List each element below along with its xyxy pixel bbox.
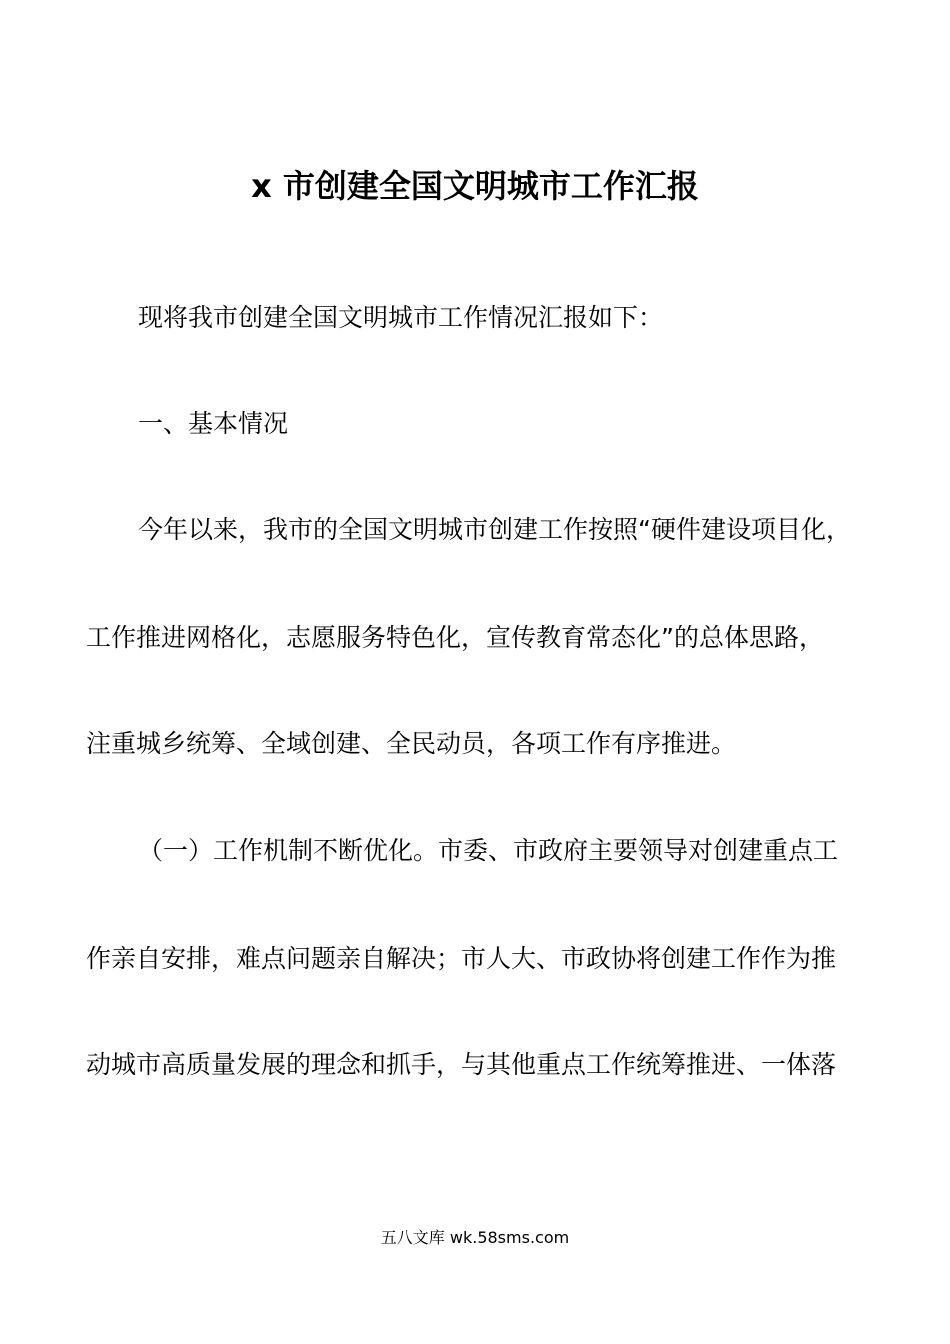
paragraph-line: 注重城乡统筹、全域创建、全民动员，各项工作有序推进。 — [86, 729, 737, 758]
intro-line: 现将我市创建全国文明城市工作情况汇报如下： — [138, 303, 664, 332]
paragraph-line: 工作推进网格化，志愿服务特色化，宣传教育常态化”的总体思路， — [86, 623, 824, 652]
subsection-line: （一）工作机制不断优化。市委、市政府主要领导对创建重点工 — [138, 836, 839, 865]
section-heading: 一、基本情况 — [138, 409, 289, 438]
document-title: x 市创建全国文明城市工作汇报 — [251, 167, 699, 205]
footer-watermark: 五八文库 wk.58sms.com — [380, 1228, 570, 1247]
paragraph-line: 动城市高质量发展的理念和抓手，与其他重点工作统筹推进、一体落 — [86, 1050, 837, 1079]
paragraph-line: 今年以来，我市的全国文明城市创建工作按照“硬件建设项目化， — [138, 515, 851, 544]
paragraph-line: 作亲自安排，难点问题亲自解决；市人大、市政协将创建工作作为推 — [86, 944, 837, 973]
